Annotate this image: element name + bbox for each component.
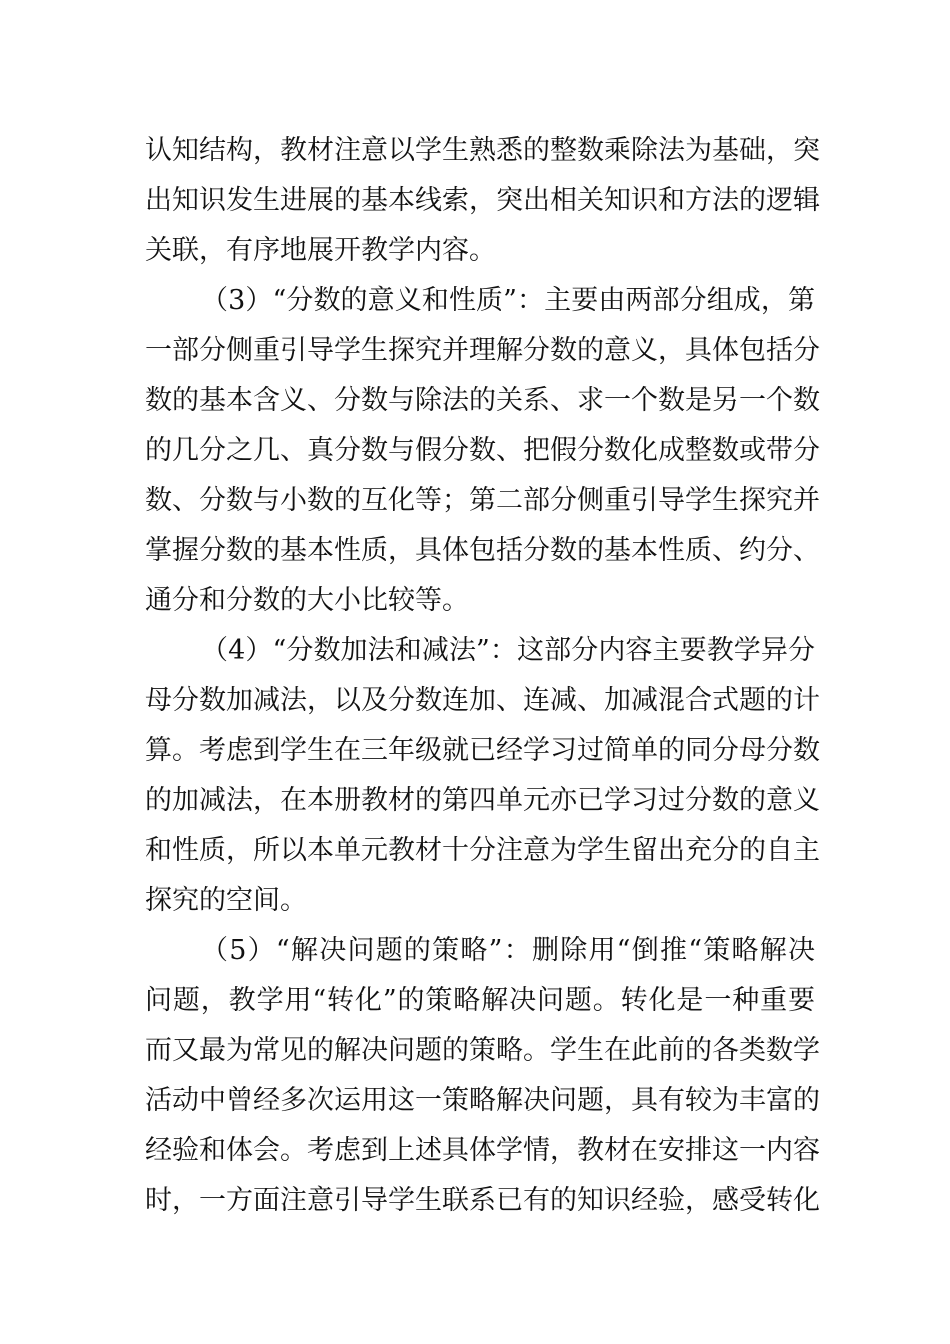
text-line: 出知识发生进展的基本线索，突出相关知识和方法的逻辑 [145,185,820,216]
text-line: 一部分侧重引导学生探究并理解分数的意义，具体包括分 [145,335,820,366]
text-line: 时，一方面注意引导学生联系已有的知识经验，感受转化 [145,1185,820,1216]
text-line: 关联，有序地展开教学内容。 [145,235,496,266]
text-line: 和性质，所以本单元教材十分注意为学生留出充分的自主 [145,835,820,866]
text-line: （5）“解决问题的策略”：删除用“倒推“策略解决 [201,935,815,966]
paragraph [145,276,820,626]
text-line: （3）“分数的意义和性质”：主要由两部分组成，第 [201,285,815,316]
text-line: 算。考虑到学生在三年级就已经学习过简单的同分母分数 [145,735,820,766]
text-line: 经验和体会。考虑到上述具体学情，教材在安排这一内容 [145,1135,820,1166]
text-line: 掌握分数的基本性质，具体包括分数的基本性质、约分、 [145,535,820,566]
paragraph [145,626,820,926]
text-line: 的加减法，在本册教材的第四单元亦已学习过分数的意义 [145,785,820,816]
paragraph [145,926,820,1226]
text-line: 的几分之几、真分数与假分数、把假分数化成整数或带分 [145,435,820,466]
text-line: 问题，教学用“转化”的策略解决问题。转化是一种重要 [145,985,815,1016]
text-line: 母分数加减法，以及分数连加、连减、加减混合式题的计 [145,685,820,716]
text-line: 认知结构，教材注意以学生熟悉的整数乘除法为基础，突 [145,135,820,166]
body-text [145,126,820,1226]
text-line: 通分和分数的大小比较等。 [145,585,469,616]
text-line: 探究的空间。 [145,885,307,916]
text-line: 活动中曾经多次运用这一策略解决问题，具有较为丰富的 [145,1085,820,1116]
text-line: 数、分数与小数的互化等；第二部分侧重引导学生探究并 [145,485,820,516]
paragraph [145,126,820,276]
text-line: （4）“分数加法和减法”：这部分内容主要教学异分 [201,635,815,666]
text-line: 数的基本含义、分数与除法的关系、求一个数是另一个数 [145,385,820,416]
text-line: 而又最为常见的解决问题的策略。学生在此前的各类数学 [145,1035,820,1066]
